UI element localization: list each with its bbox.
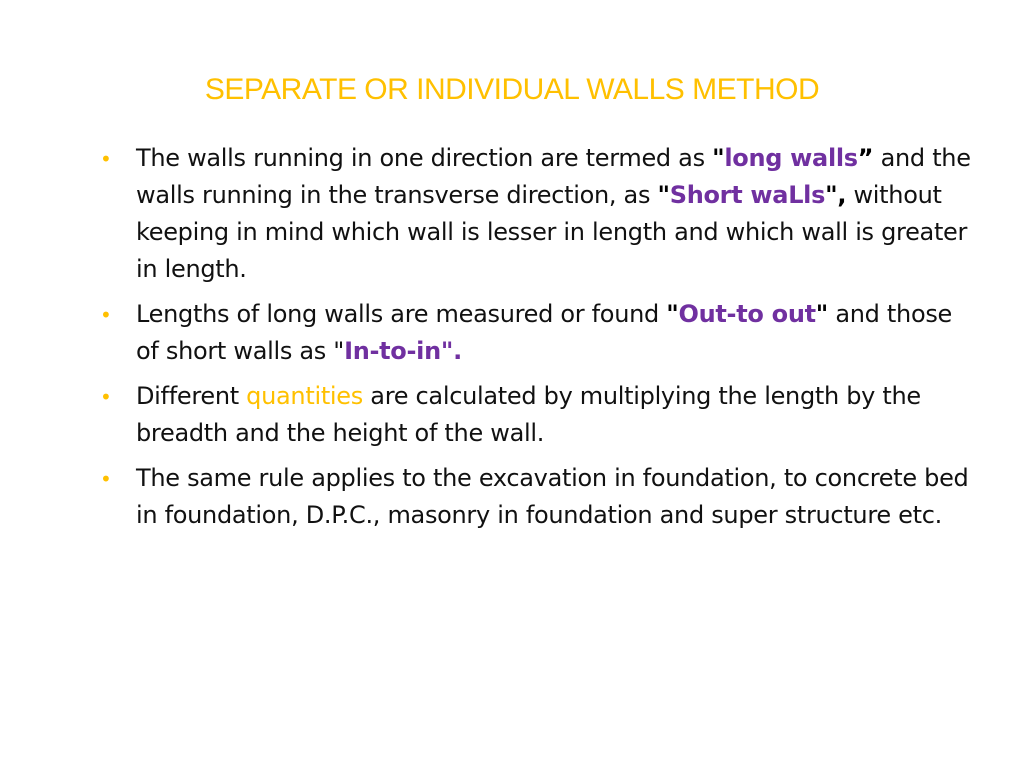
quote-mark: " [712,144,725,172]
keyword-quantities: quantities [246,382,363,410]
bullet-dot-icon: • [100,303,112,327]
bullet-item-1 [96,140,976,288]
bullet-text: The walls running in one direction are termed as [136,144,713,172]
bullet-text: are calculated by multiplying the length by the breadth and the height of the wall. [136,382,921,447]
bullet-text: without keeping in mind which wall is lesser in length and which wall is greater in length. [136,181,968,283]
bullet-dot-icon: • [100,467,112,491]
bullet-text: and those of short walls as " [136,300,953,365]
bullet-dot-icon: • [100,385,112,409]
bullet-item-4 [96,460,976,534]
quote-mark: " [666,300,679,328]
bullet-text: and the walls running in the transverse direction, as [136,144,971,209]
keyword-in-to-in: In-to-in". [344,337,462,365]
bullet-text: Lengths of long walls are measured or found [136,300,667,328]
keyword-short-walls: Short waLls [669,181,826,209]
bullet-dot-icon: • [100,147,112,171]
keyword-long-walls: long walls [724,144,858,172]
bullet-item-3 [96,378,976,452]
slide-title: SEPARATE OR INDIVIDUAL WALLS METHOD [204,73,820,106]
keyword-out-to-out: Out-to out [678,300,816,328]
quote-mark: " [815,300,829,328]
bullet-list [96,140,976,542]
bullet-item-2 [96,296,976,370]
quote-mark: ", [825,181,847,209]
bullet-text: The same rule applies to the excavation in foundation, to concrete bed in foundation, D.P.C., masonry in foundation and super structure etc. [136,464,969,529]
quote-mark: " [657,181,670,209]
quote-mark: ” [857,144,874,172]
bullet-text: Different [136,382,247,410]
